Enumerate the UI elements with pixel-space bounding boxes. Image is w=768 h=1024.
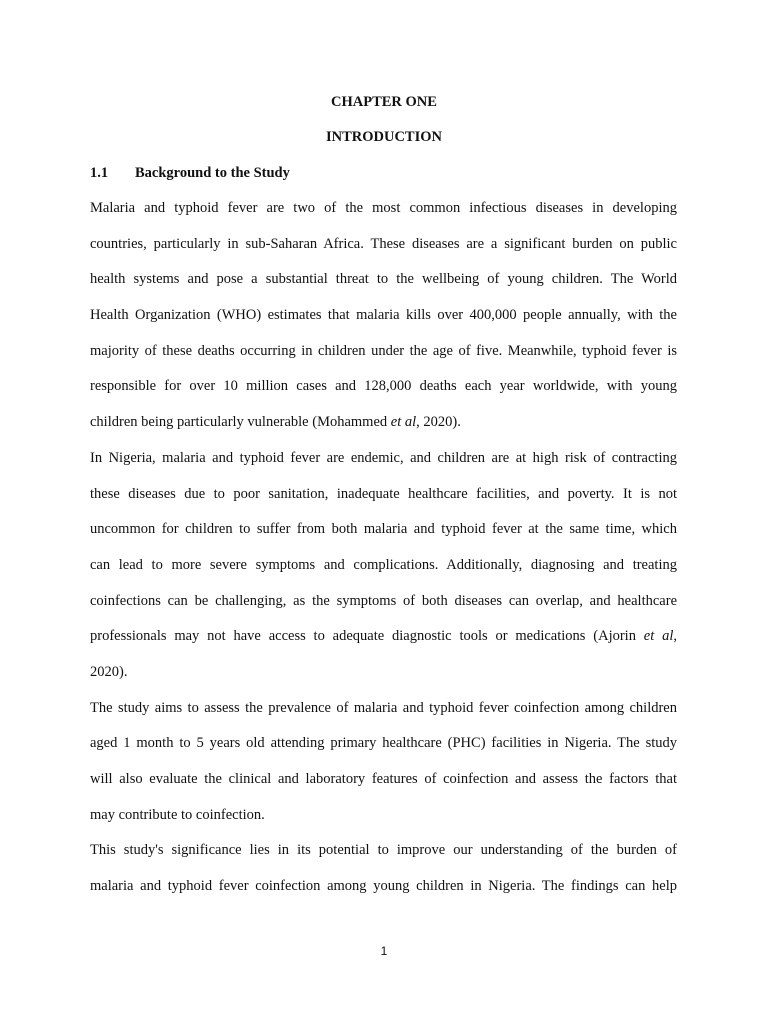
- citation-comma: ,: [673, 628, 677, 645]
- section-number: 1.1: [90, 165, 109, 181]
- text-line: uncommon for children to suffer from both malaria and typhoid fever at the same time, which: [90, 521, 677, 538]
- text-line: The study aims to assess the prevalence of malaria and typhoid fever coinfection among children: [90, 699, 677, 716]
- text-line: can lead to more severe symptoms and complications. Additionally, diagnosing and treating: [90, 556, 677, 573]
- paragraph-2: [90, 441, 677, 691]
- page-number: 1: [380, 944, 388, 958]
- text-line: aged 1 month to 5 years old attending primary healthcare (PHC) facilities in Nigeria. The study: [90, 735, 677, 752]
- text-line: these diseases due to poor sanitation, inadequate healthcare facilities, and poverty. It is not: [90, 485, 677, 502]
- text-line: Health Organization (WHO) estimates that malaria kills over 400,000 people annually, with the: [90, 307, 677, 324]
- paragraph-1: [90, 191, 677, 441]
- text-line: responsible for over 10 million cases and 128,000 deaths each year worldwide, with young: [90, 378, 677, 395]
- text-line: [90, 405, 677, 441]
- text-line: majority of these deaths occurring in children under the age of five. Meanwhile, typhoid fever is: [90, 342, 677, 359]
- chapter-label: CHAPTER ONE: [331, 94, 437, 110]
- text-line: may contribute to coinfection.: [90, 806, 265, 823]
- text-line: will also evaluate the clinical and laboratory features of coinfection and assess the factors that: [90, 771, 677, 787]
- text-line: [90, 619, 677, 655]
- text-line: 2020).: [90, 663, 128, 680]
- paragraph-4: [90, 833, 677, 904]
- body-text: [90, 191, 677, 905]
- text-line: countries, particularly in sub-Saharan Africa. These diseases are a significant burden on public: [90, 235, 677, 252]
- section-title: Background to the Study: [135, 165, 290, 181]
- text-line: Malaria and typhoid fever are two of the most common infectious diseases in developing: [90, 200, 677, 216]
- text-line: This study's significance lies in its potential to improve our understanding of the burden of: [90, 842, 677, 859]
- text-line: health systems and pose a substantial threat to the wellbeing of young children. The World: [90, 271, 677, 288]
- citation-year: , 2020).: [416, 414, 461, 431]
- citation-text: children being particularly vulnerable (Mohammed: [90, 414, 391, 431]
- citation-et-al: et al: [643, 628, 674, 645]
- citation-et-al: et al: [390, 414, 417, 431]
- text-line: coinfections can be challenging, as the symptoms of both diseases can overlap, and healthcare: [90, 592, 677, 609]
- text-line: malaria and typhoid fever coinfection among young children in Nigeria. The findings can help: [90, 878, 677, 895]
- text-line: In Nigeria, malaria and typhoid fever are endemic, and children are at high risk of contracting: [90, 449, 677, 466]
- chapter-title: INTRODUCTION: [325, 129, 442, 145]
- section-heading: [90, 164, 290, 182]
- paragraph-3: [90, 691, 677, 834]
- citation-text: professionals may not have access to adequate diagnostic tools or medications (Ajorin: [90, 628, 644, 645]
